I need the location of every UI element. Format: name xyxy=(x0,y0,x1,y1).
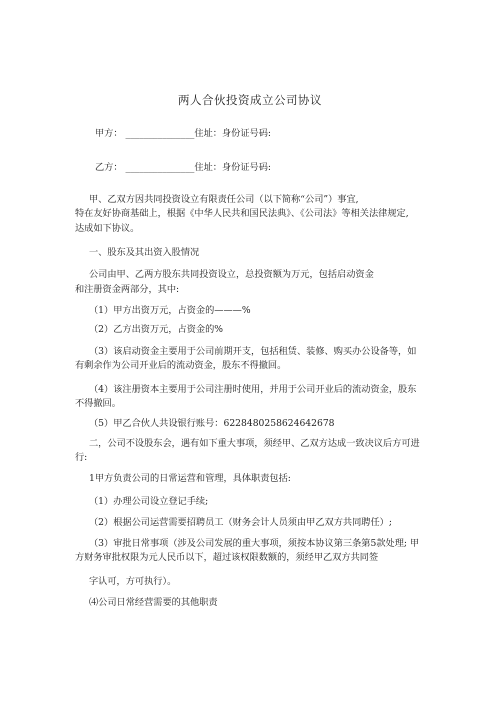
section-1-item-2: （2）乙方出资万元，占资金的% xyxy=(89,324,224,335)
section-1-item-3-line-2: 有剩余作为公司开业后的流动资金，股东不得撤回。 xyxy=(75,360,287,371)
section-2-item-4: ⑷公司日常经营需要的其他职责 xyxy=(89,597,218,608)
intro-line-1: 甲、乙双方因共同投资设立有限责任公司（以下简称“公司”）事宜, xyxy=(89,194,359,205)
section-1-item-4-line-2: 不得撤回。 xyxy=(75,398,121,409)
party-a-line: 甲方： _______________住址：身份证号码: xyxy=(95,128,271,139)
section-2-heading-line-1: 二，公司不设股东会，遇有如下重大事项，须经甲、乙双方达成一致决议后方可进 xyxy=(89,438,420,449)
section-2-para-1: 1甲方负责公司的日常运营和管理，具体职责包括: xyxy=(89,473,291,484)
intro-line-3: 达成如下协议。 xyxy=(75,223,140,234)
document-title: 两人合伙投资成立公司协议 xyxy=(178,93,322,107)
section-1-item-4-line-1: （4）该注册资本主要用于公司注册时使用，并用于公司开业后的流动资金，股东 xyxy=(89,384,417,395)
section-2-item-1: （1）办理公司设立登记手续; xyxy=(89,496,209,507)
section-1-heading: 一、股东及其出资入股情况 xyxy=(89,247,200,258)
section-1-item-3-line-1: （3）该启动资金主要用于公司前期开支，包括租赁、装修、购买办公设备等，如 xyxy=(89,346,417,357)
section-1-item-5: （5）甲乙合伙人共设银行账号：6228480258624642678 xyxy=(89,418,335,429)
section-1-item-1: （1）甲方出资万元，占资金的———% xyxy=(89,305,251,316)
party-b-line: 乙方： _______________住址：身份证号码: xyxy=(95,162,271,173)
section-2-heading-line-2: 行: xyxy=(75,452,88,463)
section-2-item-3-line-3: 字认可，方可执行）。 xyxy=(89,576,177,587)
section-1-para-line-2: 和注册资金两部分，其中: xyxy=(75,284,180,295)
section-1-para-line-1: 公司由甲、乙两方股东共同投资设立，总投资额为万元，包括启动资金 xyxy=(89,269,374,280)
section-2-item-3-line-1: （3）审批日常事项（涉及公司发展的重大事项，须按本协议第三条第5款处理; 甲 xyxy=(89,538,420,549)
intro-line-2: 特在友好协商基础上，根据《中华人民共和国民法典》、《公司法》等相关法律规定, xyxy=(75,208,409,219)
section-2-item-3-line-2: 方财务审批权限为元人民币以下，超过该权限数额的，须经甲乙双方共同签 xyxy=(75,552,379,563)
section-2-item-2: （2）根据公司运营需要招聘员工（财务会计人员须由甲乙双方共同聘任）; xyxy=(89,517,392,528)
